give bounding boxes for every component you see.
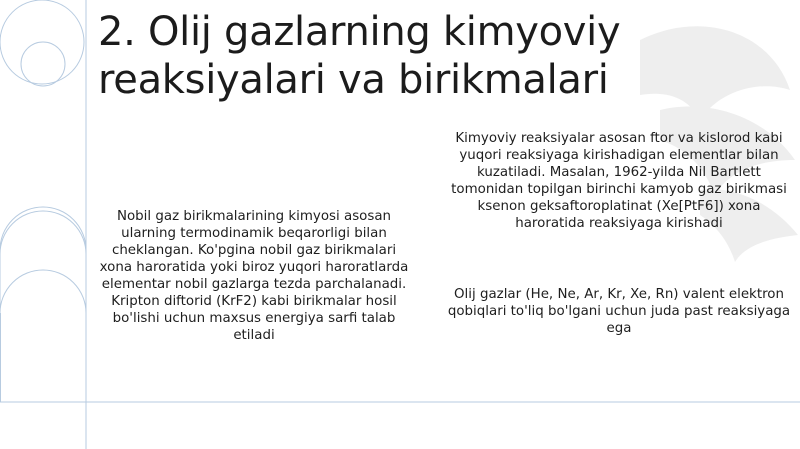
decor-arch-upper-outline: [0, 211, 86, 254]
right-paragraph-bottom: Olij gazlar (He, Ne, Ar, Kr, Xe, Rn) valent elektron qobiqlari to'liq bo'lgani uchun juda past reaksiyaga ega: [447, 287, 791, 336]
right-paragraph-top: Kimyoviy reaksiyalar asosan ftor va kislorod kabi yuqori reaksiyaga kirishadigan elementlar bilan kuzatiladi. Masalan, 1962-yilda Nil Bartlett tomonidan topilgan birinchi kamyob gaz birikmasi ksenon geksaftoroplatinat (Xe[PtF6]) xona haroratida reaksiyaga kirishadi: [451, 131, 787, 231]
decor-circle-small: [21, 42, 65, 86]
decor-arch-lower: [0, 270, 86, 313]
slide-title: 2. Olij gazlarning kimyoviy reaksiyalari va birikmalari: [98, 9, 621, 103]
decor-arch-upper: [0, 207, 86, 256]
left-paragraph: Nobil gaz birikmalarining kimyosi asosan ularning termodinamik beqarorligi bilan cheklangan. Ko'pgina nobil gaz birikmalari xona haroratida yoki biroz yuqori haroratlarda elementar nobil gazlarga tezda parchalanadi. Kripton diftorid (KrF2) kabi birikmalar hosil bo'lishi uchun maxsus energiya sarfi talab etiladi: [99, 209, 409, 343]
